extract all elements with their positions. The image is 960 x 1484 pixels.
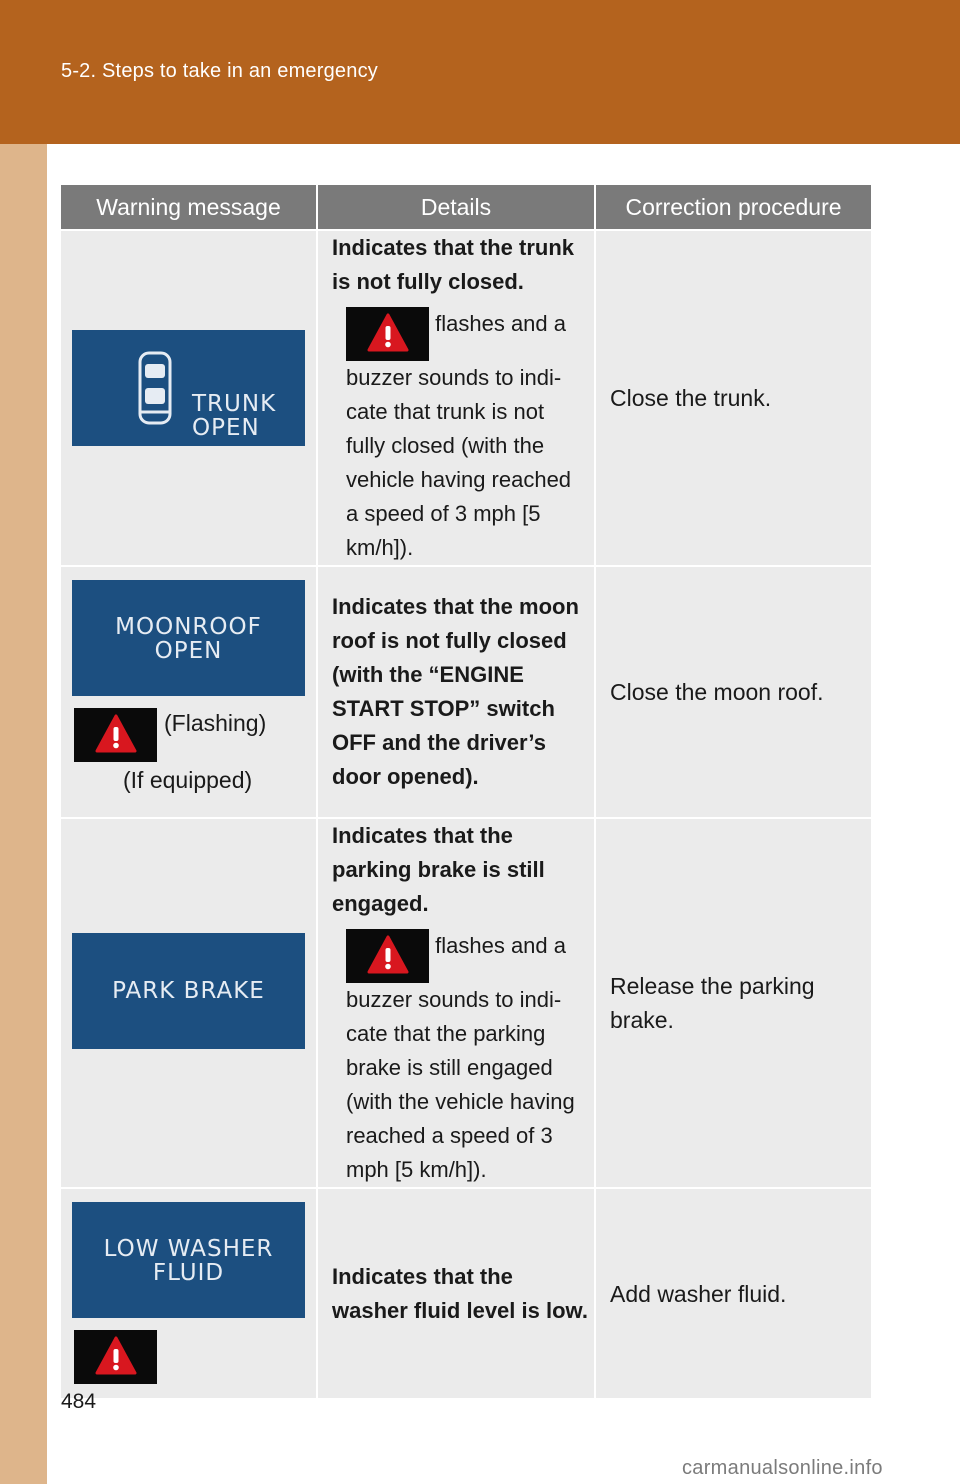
details-cell [317, 230, 595, 566]
detail-heading: Indicates that the parking brake is still engaged. [332, 823, 545, 916]
detail-icon-line [332, 307, 588, 361]
warning-triangle-icon [74, 1330, 157, 1384]
table-row [61, 566, 871, 818]
warning-message-table [61, 185, 871, 1398]
column-header-warning-message: Warning message [61, 185, 317, 230]
warning-message-cell [61, 230, 317, 566]
watermark-site: carmanualsonline.info [682, 1457, 883, 1479]
detail-icon-suffix: flashes and a [435, 311, 566, 336]
warning-triangle-icon [346, 929, 429, 983]
table-row [61, 818, 871, 1188]
moonroof-open-text: MOONROOF OPEN [115, 614, 262, 664]
flashing-indicator [74, 708, 267, 762]
detail-text: buzzer sounds to indi-cate that trunk is not fully closed (with the vehicle having reached a speed of 3 mph [5 km/h]). [346, 365, 572, 560]
correction-cell: Release the parking brake. [595, 818, 871, 1188]
detail-icon-line [332, 929, 588, 983]
warning-triangle-icon [346, 307, 429, 361]
park-brake-text: PARK BRAKE [112, 978, 265, 1004]
moonroof-open-display [72, 580, 305, 696]
warning-message-cell [61, 566, 317, 818]
column-header-details: Details [317, 185, 595, 230]
warning-message-cell [61, 818, 317, 1188]
detail-heading: Indicates that the moon roof is not fully closed (with the “ENGINE START STOP” switch OFF and the driver’s door opened). [332, 594, 579, 789]
detail-heading: Indicates that the trunk is not fully closed. [332, 235, 575, 294]
table-header-row [61, 185, 871, 230]
if-equipped-note: (If equipped) [123, 767, 253, 793]
column-header-correction-procedure: Correction procedure [595, 185, 871, 230]
correction-cell: Close the moon roof. [595, 566, 871, 818]
details-cell [317, 1188, 595, 1398]
detail-text: buzzer sounds to indi-cate that the parking brake is still engaged (with the vehicle having reached a speed of 3 mph [5 km/h]). [346, 987, 575, 1182]
section-title: 5-2. Steps to take in an emergency [61, 60, 378, 82]
page-header [0, 0, 960, 144]
table-row [61, 230, 871, 566]
page-number: 484 [61, 1390, 97, 1413]
correction-cell: Add washer fluid. [595, 1188, 871, 1398]
warning-indicator [74, 1330, 157, 1384]
trunk-open-text: TRUNK OPEN [192, 391, 277, 441]
trunk-open-display [72, 330, 305, 446]
low-washer-fluid-display [72, 1202, 305, 1318]
warning-message-cell [61, 1188, 317, 1398]
details-cell [317, 818, 595, 1188]
detail-icon-suffix: flashes and a [435, 933, 566, 958]
details-cell [317, 566, 595, 818]
correction-cell: Close the trunk. [595, 230, 871, 566]
low-washer-fluid-text: LOW WASHER FLUID [103, 1236, 274, 1286]
warning-triangle-icon [74, 708, 157, 762]
car-top-view-icon [135, 350, 175, 426]
flashing-label: (Flashing) [164, 710, 267, 736]
detail-heading: Indicates that the washer fluid level is low. [332, 1263, 588, 1323]
side-strip [0, 144, 47, 1484]
table-row [61, 1188, 871, 1398]
park-brake-display [72, 933, 305, 1049]
